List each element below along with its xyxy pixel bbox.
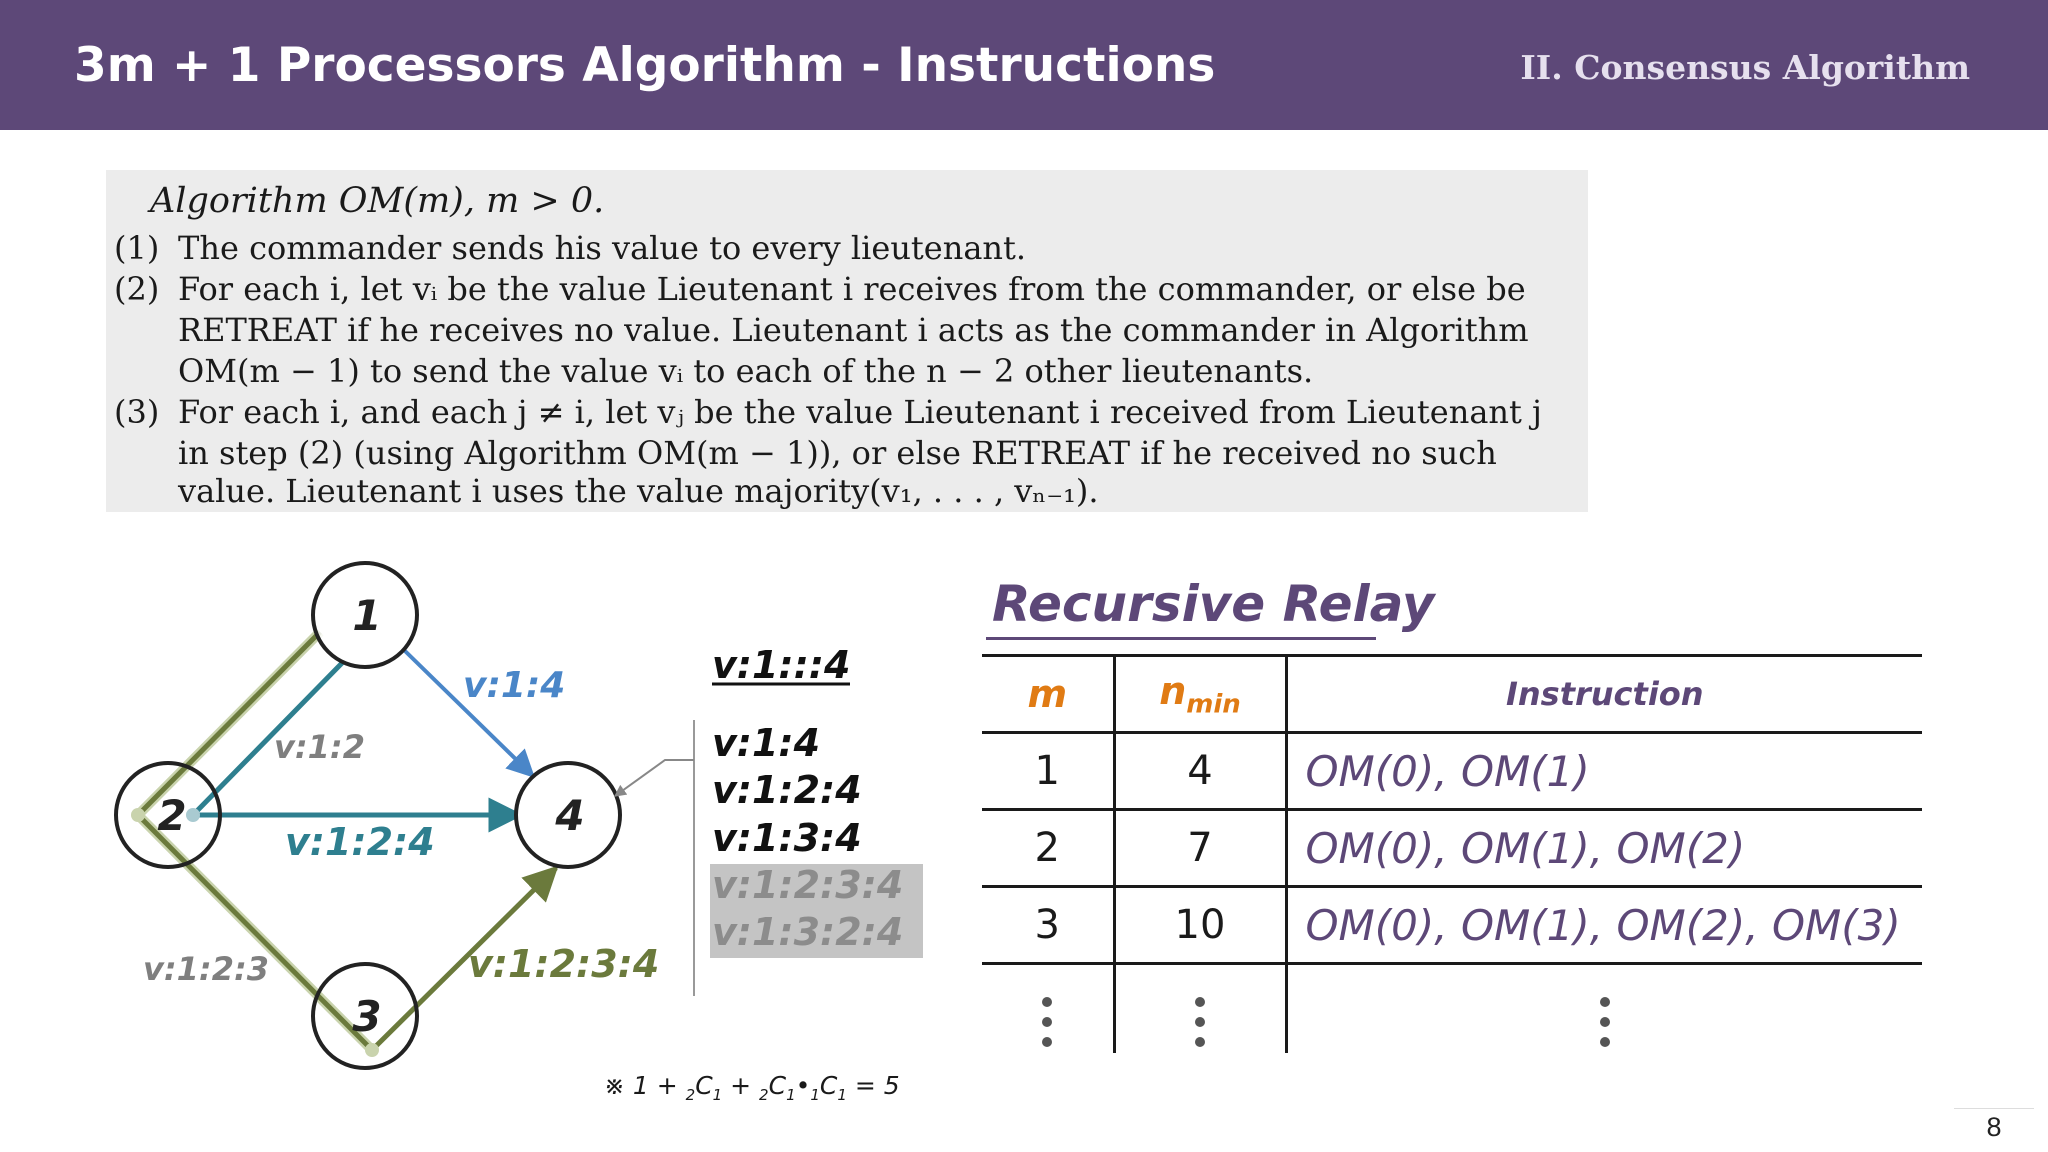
combination-symbol: C bbox=[819, 1071, 838, 1100]
step-text: For each i, and each j ≠ i, let vⱼ be the value Lieutenant i received from Lieutenant j bbox=[178, 393, 1542, 431]
received-item: v:1:4 bbox=[712, 721, 821, 765]
edge-1-2-olive bbox=[138, 632, 320, 815]
cell-instruction: OM(0), OM(1) bbox=[1286, 733, 1922, 810]
received-item: v:1:3:4 bbox=[712, 816, 862, 860]
vertical-ellipsis-icon bbox=[1114, 964, 1286, 1054]
subscript: 1 bbox=[712, 1086, 723, 1104]
relay-title-underline bbox=[986, 637, 1376, 640]
n-subscript: min bbox=[1186, 689, 1241, 720]
algorithm-step-3-line-2: in step (2) (using Algorithm OM(m − 1)), or else RETREAT if he received no such bbox=[178, 434, 1497, 472]
footnote-prefix: ※ 1 + bbox=[604, 1071, 686, 1100]
subscript: 1 bbox=[786, 1086, 796, 1104]
step-text: The commander sends his value to every lieutenant. bbox=[178, 229, 1027, 267]
step-text: For each i, let vᵢ be the value Lieutenant i receives from the commander, or else be bbox=[178, 270, 1526, 308]
multiply-dot: • bbox=[795, 1071, 811, 1100]
plus-sign: + bbox=[722, 1071, 760, 1100]
section-label: II. Consensus Algorithm bbox=[1520, 48, 1970, 87]
cell-m: 3 bbox=[982, 887, 1114, 964]
cell-m: 2 bbox=[982, 810, 1114, 887]
faded-item: v:1:2:3:4 bbox=[712, 863, 904, 907]
edge-label-1-2: v:1:2 bbox=[274, 728, 365, 766]
step-number: (1) bbox=[114, 229, 160, 267]
algorithm-step-2-line-2: RETREAT if he receives no value. Lieutenant i acts as the commander in Algorithm bbox=[178, 311, 1529, 349]
algorithm-step-3 bbox=[114, 392, 1542, 433]
algorithm-excerpt bbox=[106, 170, 1588, 512]
edge-label-2-3: v:1:2:3 bbox=[143, 950, 270, 988]
table-row-ellipsis bbox=[982, 964, 1922, 1054]
table-header-row bbox=[982, 656, 1922, 733]
table-row bbox=[982, 887, 1922, 964]
junction-dot bbox=[365, 1043, 379, 1057]
algorithm-step-2 bbox=[114, 269, 1526, 310]
algorithm-heading: Algorithm OM(m), m > 0. bbox=[150, 181, 605, 221]
cell-instruction: OM(0), OM(1), OM(2) bbox=[1286, 810, 1922, 887]
subscript: 1 bbox=[837, 1086, 847, 1104]
footnote-formula bbox=[604, 1068, 900, 1113]
relay-title: Recursive Relay bbox=[992, 575, 1435, 633]
cell-m: 1 bbox=[982, 733, 1114, 810]
column-header-nmin bbox=[1114, 656, 1286, 733]
cell-n: 4 bbox=[1114, 733, 1286, 810]
relay-table bbox=[982, 654, 1922, 1053]
combination-symbol: C bbox=[695, 1071, 713, 1100]
table-row bbox=[982, 733, 1922, 810]
node-4 bbox=[516, 763, 620, 867]
node-label: 3 bbox=[352, 992, 382, 1041]
node-1 bbox=[313, 563, 417, 667]
edge-label-1-4: v:1:4 bbox=[463, 665, 566, 706]
vertical-ellipsis-icon bbox=[1286, 964, 1922, 1054]
page-number: 8 bbox=[1954, 1108, 2034, 1145]
column-header-m: m bbox=[982, 656, 1114, 733]
table-row bbox=[982, 810, 1922, 887]
received-header: v:1:::4 bbox=[712, 643, 851, 687]
node-label: 1 bbox=[352, 591, 382, 640]
algorithm-step-1 bbox=[114, 228, 1026, 269]
relay-graph bbox=[0, 540, 960, 1152]
node-3 bbox=[313, 964, 417, 1068]
cell-instruction: OM(0), OM(1), OM(2), OM(3) bbox=[1286, 887, 1922, 964]
node-label: 4 bbox=[555, 791, 585, 840]
cell-n: 10 bbox=[1114, 887, 1286, 964]
subscript: 2 bbox=[759, 1086, 769, 1104]
slide-title: 3m + 1 Processors Algorithm - Instructions bbox=[74, 38, 1216, 93]
edge-label-3-4: v:1:2:3:4 bbox=[468, 942, 660, 986]
n-base: n bbox=[1159, 668, 1187, 713]
step-number: (2) bbox=[114, 270, 160, 308]
edge-label-2-4: v:1:2:4 bbox=[285, 820, 435, 864]
vertical-ellipsis-icon bbox=[982, 964, 1114, 1054]
received-item: v:1:2:4 bbox=[712, 768, 862, 812]
footnote-result: = 5 bbox=[846, 1071, 900, 1100]
junction-dot bbox=[131, 808, 145, 822]
cell-n: 7 bbox=[1114, 810, 1286, 887]
combination-symbol: C bbox=[768, 1071, 787, 1100]
subscript: 1 bbox=[810, 1086, 820, 1104]
algorithm-step-2-line-3: OM(m − 1) to send the value vᵢ to each of the n − 2 other lieutenants. bbox=[178, 352, 1314, 390]
column-header-instruction: Instruction bbox=[1286, 656, 1922, 733]
step-number: (3) bbox=[114, 393, 160, 431]
junction-dot bbox=[186, 808, 200, 822]
subscript: 2 bbox=[685, 1086, 696, 1104]
faded-item: v:1:3:2:4 bbox=[712, 910, 904, 954]
slide-header bbox=[0, 0, 2048, 130]
node-label: 2 bbox=[157, 791, 187, 840]
received-pointer bbox=[615, 760, 694, 796]
algorithm-step-3-line-3: value. Lieutenant i uses the value majority(v₁, . . . , vₙ₋₁). bbox=[178, 472, 1099, 510]
